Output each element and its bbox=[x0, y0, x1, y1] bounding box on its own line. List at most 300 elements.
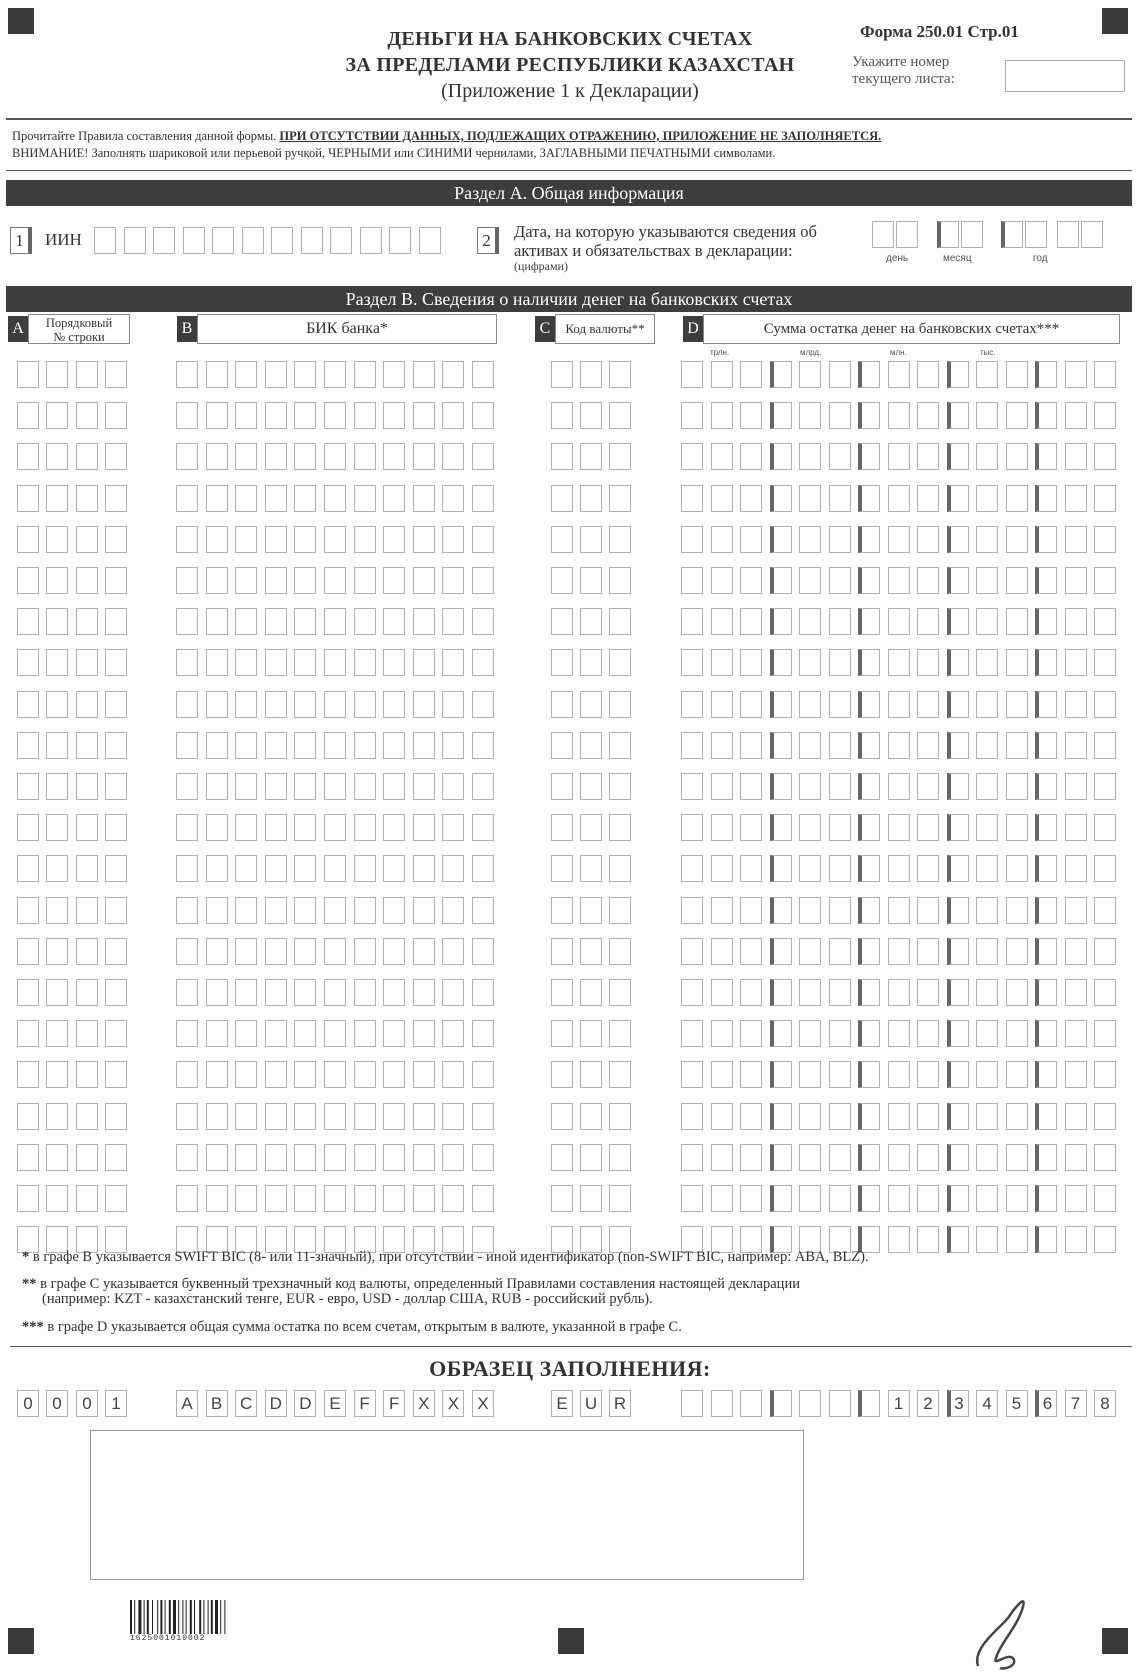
currency-code-cell[interactable] bbox=[551, 732, 573, 759]
bank-bic-cell[interactable] bbox=[206, 649, 228, 676]
currency-code-cell[interactable] bbox=[580, 485, 602, 512]
row-number-cell[interactable] bbox=[46, 691, 68, 718]
amount-cell[interactable] bbox=[681, 526, 703, 553]
row-number-cell[interactable] bbox=[105, 1144, 127, 1171]
row-number-cell[interactable] bbox=[105, 443, 127, 470]
row-number-cell[interactable] bbox=[46, 814, 68, 841]
bank-bic-cell[interactable] bbox=[235, 443, 257, 470]
row-number-cell[interactable] bbox=[46, 608, 68, 635]
amount-cell[interactable] bbox=[1006, 691, 1028, 718]
amount-cell[interactable] bbox=[740, 1185, 762, 1212]
amount-cell[interactable] bbox=[740, 691, 762, 718]
amount-cell[interactable] bbox=[1065, 855, 1087, 882]
bank-bic-cell[interactable] bbox=[176, 361, 198, 388]
amount-cell[interactable] bbox=[917, 1226, 939, 1253]
row-number-cell[interactable] bbox=[17, 1185, 39, 1212]
amount-cell[interactable] bbox=[888, 1185, 910, 1212]
bank-bic-cell[interactable] bbox=[206, 1144, 228, 1171]
amount-cell[interactable] bbox=[976, 361, 998, 388]
amount-cell[interactable] bbox=[976, 855, 998, 882]
amount-cell[interactable] bbox=[858, 402, 880, 429]
currency-code-cell[interactable] bbox=[551, 897, 573, 924]
amount-cell[interactable] bbox=[888, 979, 910, 1006]
amount-cell[interactable] bbox=[1035, 402, 1057, 429]
amount-cell[interactable] bbox=[976, 732, 998, 759]
bank-bic-cell[interactable] bbox=[413, 1144, 435, 1171]
bank-bic-cell[interactable] bbox=[413, 773, 435, 800]
amount-cell[interactable] bbox=[829, 1103, 851, 1130]
amount-cell[interactable] bbox=[917, 443, 939, 470]
bank-bic-cell[interactable] bbox=[383, 855, 405, 882]
amount-cell[interactable] bbox=[947, 567, 969, 594]
iin-cell[interactable] bbox=[94, 227, 116, 254]
bank-bic-cell[interactable] bbox=[235, 649, 257, 676]
bank-bic-cell[interactable] bbox=[442, 938, 464, 965]
amount-cell[interactable] bbox=[829, 1185, 851, 1212]
amount-cell[interactable] bbox=[917, 608, 939, 635]
amount-cell[interactable] bbox=[888, 567, 910, 594]
amount-cell[interactable] bbox=[1006, 649, 1028, 676]
bank-bic-cell[interactable] bbox=[413, 979, 435, 1006]
amount-cell[interactable] bbox=[888, 773, 910, 800]
bank-bic-cell[interactable] bbox=[294, 361, 316, 388]
currency-code-cell[interactable] bbox=[580, 855, 602, 882]
amount-cell[interactable] bbox=[711, 814, 733, 841]
amount-cell[interactable] bbox=[1035, 649, 1057, 676]
row-number-cell[interactable] bbox=[46, 1061, 68, 1088]
bank-bic-cell[interactable] bbox=[354, 1103, 376, 1130]
bank-bic-cell[interactable] bbox=[235, 361, 257, 388]
currency-code-cell[interactable] bbox=[551, 1185, 573, 1212]
bank-bic-cell[interactable] bbox=[413, 1185, 435, 1212]
amount-cell[interactable] bbox=[976, 1144, 998, 1171]
amount-cell[interactable] bbox=[681, 567, 703, 594]
bank-bic-cell[interactable] bbox=[354, 608, 376, 635]
amount-cell[interactable] bbox=[917, 1103, 939, 1130]
currency-code-cell[interactable] bbox=[580, 814, 602, 841]
bank-bic-cell[interactable] bbox=[324, 732, 346, 759]
bank-bic-cell[interactable] bbox=[472, 855, 494, 882]
amount-cell[interactable] bbox=[1065, 814, 1087, 841]
bank-bic-cell[interactable] bbox=[324, 402, 346, 429]
bank-bic-cell[interactable] bbox=[472, 485, 494, 512]
amount-cell[interactable] bbox=[681, 608, 703, 635]
currency-code-cell[interactable] bbox=[580, 1185, 602, 1212]
amount-cell[interactable] bbox=[799, 897, 821, 924]
bank-bic-cell[interactable] bbox=[294, 1103, 316, 1130]
row-number-cell[interactable] bbox=[46, 773, 68, 800]
bank-bic-cell[interactable] bbox=[265, 1144, 287, 1171]
amount-cell[interactable] bbox=[1065, 1226, 1087, 1253]
currency-code-cell[interactable] bbox=[609, 938, 631, 965]
bank-bic-cell[interactable] bbox=[324, 1103, 346, 1130]
bank-bic-cell[interactable] bbox=[472, 1020, 494, 1047]
currency-code-cell[interactable] bbox=[580, 567, 602, 594]
bank-bic-cell[interactable] bbox=[324, 1061, 346, 1088]
amount-cell[interactable] bbox=[770, 402, 792, 429]
bank-bic-cell[interactable] bbox=[265, 691, 287, 718]
amount-cell[interactable] bbox=[1094, 402, 1116, 429]
amount-cell[interactable] bbox=[770, 897, 792, 924]
amount-cell[interactable] bbox=[947, 732, 969, 759]
amount-cell[interactable] bbox=[1094, 567, 1116, 594]
amount-cell[interactable] bbox=[976, 402, 998, 429]
amount-cell[interactable] bbox=[829, 938, 851, 965]
amount-cell[interactable] bbox=[770, 814, 792, 841]
row-number-cell[interactable] bbox=[76, 1185, 98, 1212]
currency-code-cell[interactable] bbox=[580, 1103, 602, 1130]
amount-cell[interactable] bbox=[947, 526, 969, 553]
amount-cell[interactable] bbox=[917, 1061, 939, 1088]
row-number-cell[interactable] bbox=[46, 897, 68, 924]
amount-cell[interactable] bbox=[711, 773, 733, 800]
row-number-cell[interactable] bbox=[105, 773, 127, 800]
iin-cell[interactable] bbox=[242, 227, 264, 254]
bank-bic-cell[interactable] bbox=[383, 1020, 405, 1047]
currency-code-cell[interactable] bbox=[580, 979, 602, 1006]
bank-bic-cell[interactable] bbox=[413, 443, 435, 470]
amount-cell[interactable] bbox=[829, 567, 851, 594]
amount-cell[interactable] bbox=[1035, 855, 1057, 882]
bank-bic-cell[interactable] bbox=[413, 649, 435, 676]
amount-cell[interactable] bbox=[1006, 1103, 1028, 1130]
amount-cell[interactable] bbox=[711, 855, 733, 882]
amount-cell[interactable] bbox=[947, 443, 969, 470]
amount-cell[interactable] bbox=[740, 1103, 762, 1130]
date-cell[interactable] bbox=[1081, 221, 1103, 248]
row-number-cell[interactable] bbox=[76, 1020, 98, 1047]
amount-cell[interactable] bbox=[1094, 979, 1116, 1006]
amount-cell[interactable] bbox=[799, 1020, 821, 1047]
amount-cell[interactable] bbox=[770, 691, 792, 718]
bank-bic-cell[interactable] bbox=[324, 691, 346, 718]
row-number-cell[interactable] bbox=[46, 649, 68, 676]
bank-bic-cell[interactable] bbox=[206, 773, 228, 800]
amount-cell[interactable] bbox=[740, 773, 762, 800]
bank-bic-cell[interactable] bbox=[176, 649, 198, 676]
bank-bic-cell[interactable] bbox=[413, 526, 435, 553]
amount-cell[interactable] bbox=[1035, 443, 1057, 470]
currency-code-cell[interactable] bbox=[580, 732, 602, 759]
amount-cell[interactable] bbox=[829, 526, 851, 553]
amount-cell[interactable] bbox=[1006, 1020, 1028, 1047]
row-number-cell[interactable] bbox=[46, 1020, 68, 1047]
bank-bic-cell[interactable] bbox=[176, 1103, 198, 1130]
amount-cell[interactable] bbox=[1094, 1061, 1116, 1088]
row-number-cell[interactable] bbox=[17, 691, 39, 718]
row-number-cell[interactable] bbox=[105, 402, 127, 429]
amount-cell[interactable] bbox=[858, 608, 880, 635]
amount-cell[interactable] bbox=[858, 361, 880, 388]
bank-bic-cell[interactable] bbox=[176, 1020, 198, 1047]
bank-bic-cell[interactable] bbox=[235, 897, 257, 924]
amount-cell[interactable] bbox=[740, 485, 762, 512]
row-number-cell[interactable] bbox=[46, 567, 68, 594]
bank-bic-cell[interactable] bbox=[354, 567, 376, 594]
amount-cell[interactable] bbox=[976, 691, 998, 718]
amount-cell[interactable] bbox=[888, 361, 910, 388]
row-number-cell[interactable] bbox=[17, 485, 39, 512]
row-number-cell[interactable] bbox=[76, 361, 98, 388]
date-cell[interactable] bbox=[1057, 221, 1079, 248]
currency-code-cell[interactable] bbox=[551, 691, 573, 718]
amount-cell[interactable] bbox=[947, 1061, 969, 1088]
row-number-cell[interactable] bbox=[105, 938, 127, 965]
date-cell[interactable] bbox=[1001, 221, 1023, 248]
amount-cell[interactable] bbox=[1035, 608, 1057, 635]
amount-cell[interactable] bbox=[799, 567, 821, 594]
amount-cell[interactable] bbox=[888, 732, 910, 759]
amount-cell[interactable] bbox=[1094, 938, 1116, 965]
amount-cell[interactable] bbox=[1035, 526, 1057, 553]
row-number-cell[interactable] bbox=[46, 732, 68, 759]
bank-bic-cell[interactable] bbox=[235, 1020, 257, 1047]
amount-cell[interactable] bbox=[858, 979, 880, 1006]
bank-bic-cell[interactable] bbox=[413, 814, 435, 841]
bank-bic-cell[interactable] bbox=[354, 691, 376, 718]
row-number-cell[interactable] bbox=[105, 526, 127, 553]
amount-cell[interactable] bbox=[917, 732, 939, 759]
date-cell[interactable] bbox=[961, 221, 983, 248]
bank-bic-cell[interactable] bbox=[176, 1185, 198, 1212]
amount-cell[interactable] bbox=[888, 402, 910, 429]
bank-bic-cell[interactable] bbox=[383, 485, 405, 512]
bank-bic-cell[interactable] bbox=[442, 485, 464, 512]
currency-code-cell[interactable] bbox=[609, 897, 631, 924]
bank-bic-cell[interactable] bbox=[176, 938, 198, 965]
currency-code-cell[interactable] bbox=[609, 443, 631, 470]
row-number-cell[interactable] bbox=[17, 855, 39, 882]
amount-cell[interactable] bbox=[740, 1144, 762, 1171]
bank-bic-cell[interactable] bbox=[383, 1144, 405, 1171]
bank-bic-cell[interactable] bbox=[294, 855, 316, 882]
amount-cell[interactable] bbox=[829, 1061, 851, 1088]
amount-cell[interactable] bbox=[711, 608, 733, 635]
amount-cell[interactable] bbox=[947, 691, 969, 718]
amount-cell[interactable] bbox=[1006, 1061, 1028, 1088]
amount-cell[interactable] bbox=[740, 402, 762, 429]
bank-bic-cell[interactable] bbox=[472, 526, 494, 553]
amount-cell[interactable] bbox=[1065, 979, 1087, 1006]
row-number-cell[interactable] bbox=[76, 979, 98, 1006]
amount-cell[interactable] bbox=[1065, 938, 1087, 965]
amount-cell[interactable] bbox=[1094, 1226, 1116, 1253]
bank-bic-cell[interactable] bbox=[472, 1061, 494, 1088]
bank-bic-cell[interactable] bbox=[442, 1185, 464, 1212]
bank-bic-cell[interactable] bbox=[294, 732, 316, 759]
amount-cell[interactable] bbox=[947, 897, 969, 924]
bank-bic-cell[interactable] bbox=[265, 608, 287, 635]
amount-cell[interactable] bbox=[681, 691, 703, 718]
bank-bic-cell[interactable] bbox=[294, 485, 316, 512]
row-number-cell[interactable] bbox=[17, 897, 39, 924]
amount-cell[interactable] bbox=[888, 691, 910, 718]
amount-cell[interactable] bbox=[770, 1061, 792, 1088]
amount-cell[interactable] bbox=[1006, 443, 1028, 470]
bank-bic-cell[interactable] bbox=[176, 1061, 198, 1088]
row-number-cell[interactable] bbox=[46, 938, 68, 965]
amount-cell[interactable] bbox=[1065, 526, 1087, 553]
amount-cell[interactable] bbox=[976, 1226, 998, 1253]
bank-bic-cell[interactable] bbox=[354, 814, 376, 841]
date-cell[interactable] bbox=[872, 221, 894, 248]
amount-cell[interactable] bbox=[1094, 1020, 1116, 1047]
row-number-cell[interactable] bbox=[105, 979, 127, 1006]
date-cell[interactable] bbox=[896, 221, 918, 248]
amount-cell[interactable] bbox=[770, 526, 792, 553]
amount-cell[interactable] bbox=[740, 443, 762, 470]
row-number-cell[interactable] bbox=[76, 567, 98, 594]
amount-cell[interactable] bbox=[947, 1144, 969, 1171]
amount-cell[interactable] bbox=[917, 1020, 939, 1047]
row-number-cell[interactable] bbox=[17, 649, 39, 676]
bank-bic-cell[interactable] bbox=[442, 649, 464, 676]
bank-bic-cell[interactable] bbox=[442, 773, 464, 800]
row-number-cell[interactable] bbox=[46, 1185, 68, 1212]
amount-cell[interactable] bbox=[770, 1103, 792, 1130]
amount-cell[interactable] bbox=[1094, 608, 1116, 635]
amount-cell[interactable] bbox=[858, 773, 880, 800]
amount-cell[interactable] bbox=[1035, 732, 1057, 759]
currency-code-cell[interactable] bbox=[551, 649, 573, 676]
amount-cell[interactable] bbox=[681, 897, 703, 924]
amount-cell[interactable] bbox=[888, 1103, 910, 1130]
amount-cell[interactable] bbox=[770, 979, 792, 1006]
bank-bic-cell[interactable] bbox=[206, 897, 228, 924]
bank-bic-cell[interactable] bbox=[324, 608, 346, 635]
amount-cell[interactable] bbox=[799, 608, 821, 635]
amount-cell[interactable] bbox=[829, 485, 851, 512]
amount-cell[interactable] bbox=[681, 649, 703, 676]
row-number-cell[interactable] bbox=[46, 526, 68, 553]
amount-cell[interactable] bbox=[770, 1144, 792, 1171]
amount-cell[interactable] bbox=[858, 1185, 880, 1212]
bank-bic-cell[interactable] bbox=[324, 526, 346, 553]
currency-code-cell[interactable] bbox=[551, 938, 573, 965]
bank-bic-cell[interactable] bbox=[472, 402, 494, 429]
bank-bic-cell[interactable] bbox=[265, 402, 287, 429]
bank-bic-cell[interactable] bbox=[383, 691, 405, 718]
amount-cell[interactable] bbox=[858, 938, 880, 965]
bank-bic-cell[interactable] bbox=[235, 1061, 257, 1088]
amount-cell[interactable] bbox=[947, 1226, 969, 1253]
amount-cell[interactable] bbox=[770, 567, 792, 594]
bank-bic-cell[interactable] bbox=[324, 1144, 346, 1171]
amount-cell[interactable] bbox=[770, 773, 792, 800]
row-number-cell[interactable] bbox=[46, 485, 68, 512]
row-number-cell[interactable] bbox=[17, 1020, 39, 1047]
amount-cell[interactable] bbox=[1035, 567, 1057, 594]
amount-cell[interactable] bbox=[681, 1020, 703, 1047]
bank-bic-cell[interactable] bbox=[176, 691, 198, 718]
amount-cell[interactable] bbox=[888, 1061, 910, 1088]
amount-cell[interactable] bbox=[947, 1103, 969, 1130]
amount-cell[interactable] bbox=[888, 938, 910, 965]
row-number-cell[interactable] bbox=[46, 1103, 68, 1130]
amount-cell[interactable] bbox=[858, 485, 880, 512]
bank-bic-cell[interactable] bbox=[294, 773, 316, 800]
amount-cell[interactable] bbox=[829, 608, 851, 635]
amount-cell[interactable] bbox=[740, 855, 762, 882]
bank-bic-cell[interactable] bbox=[235, 526, 257, 553]
amount-cell[interactable] bbox=[1006, 1226, 1028, 1253]
bank-bic-cell[interactable] bbox=[383, 979, 405, 1006]
amount-cell[interactable] bbox=[1035, 1103, 1057, 1130]
amount-cell[interactable] bbox=[1006, 526, 1028, 553]
currency-code-cell[interactable] bbox=[609, 773, 631, 800]
row-number-cell[interactable] bbox=[46, 443, 68, 470]
currency-code-cell[interactable] bbox=[580, 1061, 602, 1088]
bank-bic-cell[interactable] bbox=[324, 855, 346, 882]
amount-cell[interactable] bbox=[858, 1061, 880, 1088]
date-cell[interactable] bbox=[937, 221, 959, 248]
row-number-cell[interactable] bbox=[17, 1144, 39, 1171]
amount-cell[interactable] bbox=[799, 691, 821, 718]
amount-cell[interactable] bbox=[1035, 691, 1057, 718]
amount-cell[interactable] bbox=[917, 361, 939, 388]
amount-cell[interactable] bbox=[858, 1020, 880, 1047]
amount-cell[interactable] bbox=[829, 855, 851, 882]
bank-bic-cell[interactable] bbox=[354, 938, 376, 965]
currency-code-cell[interactable] bbox=[580, 608, 602, 635]
currency-code-cell[interactable] bbox=[580, 649, 602, 676]
amount-cell[interactable] bbox=[740, 1061, 762, 1088]
bank-bic-cell[interactable] bbox=[294, 691, 316, 718]
bank-bic-cell[interactable] bbox=[354, 1144, 376, 1171]
bank-bic-cell[interactable] bbox=[265, 855, 287, 882]
iin-cell[interactable] bbox=[419, 227, 441, 254]
row-number-cell[interactable] bbox=[17, 773, 39, 800]
bank-bic-cell[interactable] bbox=[176, 402, 198, 429]
bank-bic-cell[interactable] bbox=[176, 855, 198, 882]
bank-bic-cell[interactable] bbox=[176, 773, 198, 800]
currency-code-cell[interactable] bbox=[551, 567, 573, 594]
amount-cell[interactable] bbox=[681, 855, 703, 882]
bank-bic-cell[interactable] bbox=[383, 608, 405, 635]
bank-bic-cell[interactable] bbox=[324, 567, 346, 594]
bank-bic-cell[interactable] bbox=[265, 979, 287, 1006]
amount-cell[interactable] bbox=[799, 361, 821, 388]
row-number-cell[interactable] bbox=[46, 1144, 68, 1171]
currency-code-cell[interactable] bbox=[551, 608, 573, 635]
bank-bic-cell[interactable] bbox=[294, 814, 316, 841]
amount-cell[interactable] bbox=[799, 526, 821, 553]
currency-code-cell[interactable] bbox=[609, 1020, 631, 1047]
currency-code-cell[interactable] bbox=[609, 855, 631, 882]
currency-code-cell[interactable] bbox=[609, 1185, 631, 1212]
bank-bic-cell[interactable] bbox=[354, 443, 376, 470]
amount-cell[interactable] bbox=[976, 938, 998, 965]
amount-cell[interactable] bbox=[711, 649, 733, 676]
amount-cell[interactable] bbox=[1035, 485, 1057, 512]
amount-cell[interactable] bbox=[917, 979, 939, 1006]
bank-bic-cell[interactable] bbox=[206, 1020, 228, 1047]
iin-cell[interactable] bbox=[360, 227, 382, 254]
amount-cell[interactable] bbox=[799, 732, 821, 759]
amount-cell[interactable] bbox=[829, 649, 851, 676]
row-number-cell[interactable] bbox=[76, 402, 98, 429]
bank-bic-cell[interactable] bbox=[383, 773, 405, 800]
currency-code-cell[interactable] bbox=[609, 979, 631, 1006]
amount-cell[interactable] bbox=[711, 897, 733, 924]
amount-cell[interactable] bbox=[829, 979, 851, 1006]
currency-code-cell[interactable] bbox=[609, 649, 631, 676]
signature-area[interactable] bbox=[90, 1430, 804, 1580]
bank-bic-cell[interactable] bbox=[413, 855, 435, 882]
amount-cell[interactable] bbox=[681, 485, 703, 512]
row-number-cell[interactable] bbox=[76, 485, 98, 512]
amount-cell[interactable] bbox=[681, 814, 703, 841]
